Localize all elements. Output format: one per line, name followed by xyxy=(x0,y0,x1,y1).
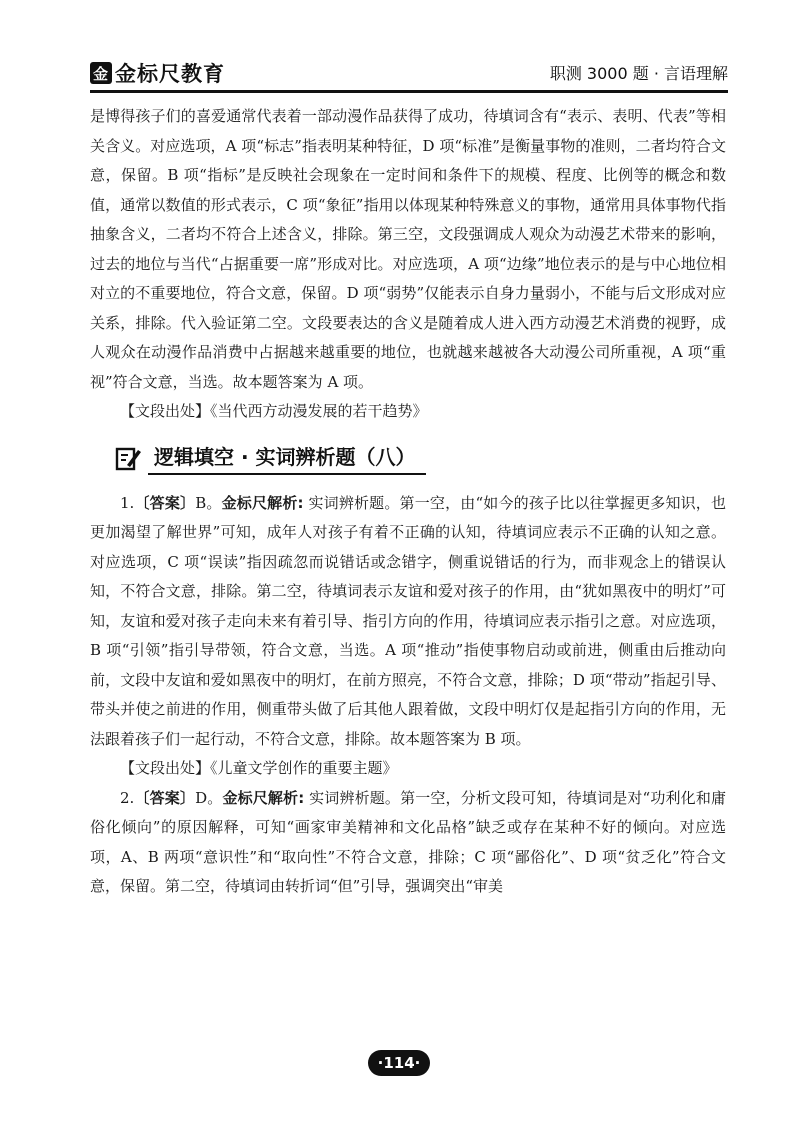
section-heading xyxy=(114,441,726,475)
source-title: 《儿童文学创作的重要主题》 xyxy=(210,759,398,777)
source-label: 【文段出处】 xyxy=(120,759,211,777)
answer-label: 〔答案〕 xyxy=(134,493,196,512)
explanation-paragraph: 是博得孩子们的喜爱通常代表着一部动漫作品获得了成功，待填词含有“表示、表明、代表”等相关含义。对应选项，A 项“标志”指表明某种特征，D 项“标准”是衡量事物的准则，二者均符合文意，保留。B 项“指标”是反映社会现象在一定时间和条件下的规模、程度、比例等的概念和数值，通常以数值的形式表示，C 项“象征”指用以体现某种特殊意义的事物，通常用具体事物代指抽象含义，二者均不符合上述含义，排除。第三空，文段强调成人观众为动漫艺术带来的影响，过去的地位与当代“占据重要一席”形成对比。对应选项，A 项“边缘”地位表示的是与中心地位相对立的不重要地位，符合文意，保留。D 项“弱势”仅能表示自身力量弱小，不能与后文形成对应关系，排除。代入验证第二空。文段要表达的含义是随着成人进入西方动漫艺术消费的视野，成人观众在动漫作品消费中占据越来越重要的地位，也就越来越被各大动漫公司所重视，A 项“重视”符合文意，当选。故本题答案为 A 项。 xyxy=(90,107,726,391)
source-label: 【文段出处】 xyxy=(120,402,211,420)
answer-value: B。 xyxy=(195,493,222,512)
logo-icon: 金 xyxy=(90,62,112,84)
logo-text: 金标尺教育 xyxy=(115,62,225,86)
analysis-label: 金标尺解析: xyxy=(221,493,304,512)
edit-note-icon xyxy=(114,444,142,472)
publisher-logo xyxy=(90,58,225,88)
page-header xyxy=(90,52,728,93)
source-citation xyxy=(90,754,726,784)
series-title: 职测 3000 题 · 言语理解 xyxy=(549,64,728,83)
source-title: 《当代西方动漫发展的若干趋势》 xyxy=(210,402,428,420)
page-number: ·114· xyxy=(368,1050,430,1076)
source-citation xyxy=(90,397,726,427)
section-title: 逻辑填空 · 实词辨析题（八） xyxy=(148,441,426,475)
analysis-text: 实词辨析题。第一空，由“如今的孩子比以往掌握更多知识，也更加渴望了解世界”可知，成年人对孩子有着不正确的认知，待填词应表示不正确的认知之意。对应选项，C 项“误读”指因疏忽而说错话或念错字，侧重说错话的行为，而非观念上的错误认知，不符合文意，排除。第二空，待填词表示友谊和爱对孩子的作用，由“犹如黑夜中的明灯”可知，友谊和爱对孩子走向未来有着引导、指引方向的作用，待填词应表示指引之意。对应选项，B 项“引领”指引导带领，符合文意，当选。A 项“推动”指使事物启动或前进，侧重由后推动向前，文段中友谊和爱如黑夜中的明灯，在前方照亮，不符合文意，排除；D 项“带动”指起引导、带头并使之前进的作用，侧重带头做了后其他人跟着做，文段中明灯仅是起指引方向的作用，无法跟着孩子们一起行动，不符合文意，排除。故本题答案为 B 项。 xyxy=(90,493,726,748)
answer-value: D。 xyxy=(195,788,223,807)
page-content xyxy=(90,102,726,902)
analysis-label: 金标尺解析: xyxy=(222,788,305,807)
answer-item-1 xyxy=(90,489,726,755)
analysis-text: 实词辨析题。第一空，分析文段可知，待填词是对“功利化和庸俗化倾向”的原因解释，可知“画家审美精神和文化品格”缺乏或存在某种不好的倾向。对应选项，A、B 两项“意识性”和“取向性”不符合文意，排除；C 项“鄙俗化”、D 项“贫乏化”符合文意，保留。第二空，待填词由转折词“但”引导，强调突出“审美 xyxy=(90,788,726,895)
question-number: 1. xyxy=(120,493,135,512)
answer-label: 〔答案〕 xyxy=(134,788,196,807)
answer-item-2 xyxy=(90,784,726,902)
question-number: 2. xyxy=(120,788,135,807)
